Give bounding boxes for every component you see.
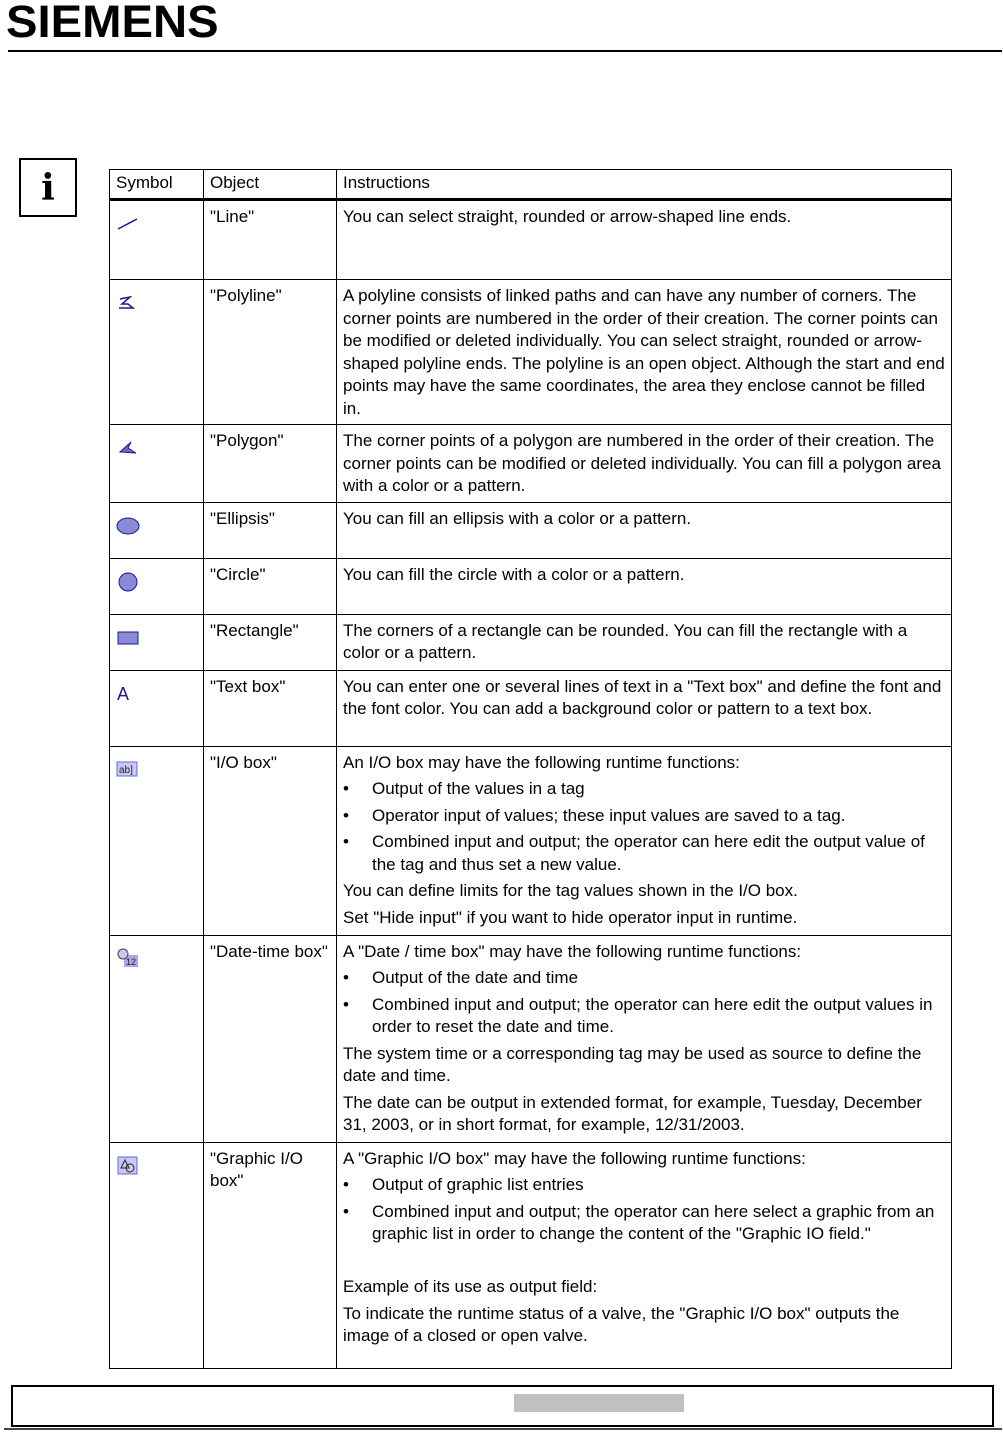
object-cell: "Polyline" [204, 280, 337, 425]
table-header-row [110, 170, 952, 200]
symbol-cell [110, 670, 204, 746]
graphic-io-icon [116, 1154, 140, 1176]
bullet-text: Output of graphic list entries [372, 1175, 584, 1194]
table-row [110, 200, 952, 280]
bullet-item [343, 1201, 945, 1246]
bullet-text: Combined input and output; the operator can here edit the output values in order to reset the date and time. [372, 994, 933, 1036]
bullet-item [343, 831, 945, 876]
instruction-paragraph: Set "Hide input" if you want to hide operator input in runtime. [343, 907, 798, 927]
table-row [110, 1142, 952, 1368]
instruction-paragraph: A "Graphic I/O box" may have the following runtime functions: [343, 1148, 806, 1168]
instructions-cell [337, 425, 952, 503]
circle-icon [116, 570, 140, 592]
svg-text:12: 12 [126, 956, 137, 967]
symbol-cell [110, 935, 204, 1142]
table-row [110, 614, 952, 670]
table-row [110, 746, 952, 935]
table-row [110, 558, 952, 614]
object-cell: "Line" [204, 200, 337, 280]
header-instructions: Instructions [337, 170, 952, 200]
bullet-item [343, 994, 945, 1039]
instructions-cell [337, 280, 952, 425]
table-row [110, 425, 952, 503]
instruction-paragraph: The corners of a rectangle can be rounded. You can fill the rectangle with a color or a pattern. [343, 620, 908, 662]
bullet-icon: • [343, 994, 349, 1014]
bullet-item [343, 778, 945, 801]
object-cell: "Circle" [204, 558, 337, 614]
instruction-paragraph: The corner points of a polygon are numbered in the order of their creation. The corner points can be modified or deleted individually. You can fill a polygon area with a color or a pattern. [343, 431, 941, 495]
bullet-text: Combined input and output; the operator can here select a graphic from an graphic list in order to change the content of the "Graphic IO field." [372, 1201, 935, 1243]
bullet-icon: • [343, 968, 349, 987]
io-icon [116, 758, 140, 780]
instructions-cell [337, 502, 952, 558]
instructions-cell [337, 746, 952, 935]
object-cell: "Graphic I/O box" [204, 1142, 337, 1368]
line-icon [116, 212, 140, 234]
bullet-icon: • [343, 1201, 349, 1221]
table-row [110, 670, 952, 746]
bullet-item [343, 1174, 945, 1197]
object-cell: "Date-time box" [204, 935, 337, 1142]
instructions-cell [337, 670, 952, 746]
footer-box [11, 1385, 994, 1427]
objects-table [109, 169, 952, 1369]
instructions-cell [337, 1142, 952, 1368]
symbol-cell [110, 200, 204, 280]
object-cell: "Text box" [204, 670, 337, 746]
symbol-cell [110, 558, 204, 614]
rectangle-icon [116, 626, 140, 648]
bullet-icon: • [343, 779, 349, 798]
instructions-cell [337, 614, 952, 670]
object-cell: "I/O box" [204, 746, 337, 935]
polygon-icon [116, 436, 140, 458]
bullet-text: Combined input and output; the operator can here edit the output value of the tag and thus set a new value. [372, 832, 925, 874]
footer-divider [4, 1428, 1002, 1430]
text-icon [116, 682, 140, 704]
instruction-paragraph: The system time or a corresponding tag may be used as source to define the date and time. [343, 1043, 922, 1085]
bullet-text: Operator input of values; these input values are saved to a tag. [372, 805, 846, 825]
instructions-cell [337, 200, 952, 280]
footer-redacted-block [514, 1394, 684, 1412]
header-object: Object [204, 170, 337, 200]
object-cell: "Ellipsis" [204, 502, 337, 558]
bullet-icon: • [343, 832, 349, 851]
bullet-item [343, 805, 945, 828]
bullet-text: Output of the values in a tag [372, 779, 585, 798]
table-row [110, 935, 952, 1142]
symbol-cell [110, 746, 204, 935]
bullet-item [343, 967, 945, 990]
ellipse-icon [116, 514, 140, 536]
instruction-paragraph: You can enter one or several lines of text in a "Text box" and define the font and the font color. You can add a background color or pattern to a text box. [343, 676, 942, 718]
symbol-cell [110, 1142, 204, 1368]
instruction-paragraph [343, 1250, 945, 1273]
instructions-cell [337, 935, 952, 1142]
datetime-icon [116, 947, 140, 969]
header-divider [8, 50, 1002, 52]
instruction-paragraph: Example of its use as output field: [343, 1277, 598, 1296]
symbol-cell [110, 502, 204, 558]
symbol-cell [110, 614, 204, 670]
bullet-icon: • [343, 1175, 349, 1194]
polyline-icon [116, 291, 140, 313]
svg-text:ab]: ab] [119, 764, 133, 776]
instruction-paragraph: A "Date / time box" may have the following runtime functions: [343, 941, 802, 961]
instruction-paragraph: You can define limits for the tag values shown in the I/O box. [343, 881, 798, 900]
instruction-paragraph: An I/O box may have the following runtime functions: [343, 752, 740, 772]
table-row [110, 280, 952, 425]
table-row [110, 502, 952, 558]
instruction-paragraph: You can fill the circle with a color or a pattern. [343, 564, 685, 584]
instruction-paragraph: To indicate the runtime status of a valve, the "Graphic I/O box" outputs the image of a closed or open valve. [343, 1303, 900, 1345]
header-symbol: Symbol [110, 170, 204, 200]
instruction-paragraph: You can fill an ellipsis with a color or a pattern. [343, 508, 692, 528]
object-cell: "Rectangle" [204, 614, 337, 670]
instructions-cell [337, 558, 952, 614]
info-icon: i [19, 158, 77, 217]
bullet-text: Output of the date and time [372, 968, 579, 987]
svg-text:A: A [117, 683, 130, 704]
instruction-paragraph: The date can be output in extended format, for example, Tuesday, December 31, 2003, or in short format, for example, 12/31/2003. [343, 1092, 922, 1134]
instruction-paragraph: A polyline consists of linked paths and can have any number of corners. The corner points are numbered in the order of their creation. The corner points can be modified or deleted individually. You can select straight, rounded or arrow-shaped polyline ends. The polyline is an open object. Although the start and end points may have the same coordinates, the area they enclose cannot be filled in. [343, 286, 945, 418]
symbol-cell [110, 425, 204, 503]
symbol-cell [110, 280, 204, 425]
object-cell: "Polygon" [204, 425, 337, 503]
siemens-logo: SIEMENS [6, 0, 219, 47]
bullet-icon: • [343, 805, 349, 825]
instruction-paragraph: You can select straight, rounded or arrow-shaped line ends. [343, 207, 792, 226]
